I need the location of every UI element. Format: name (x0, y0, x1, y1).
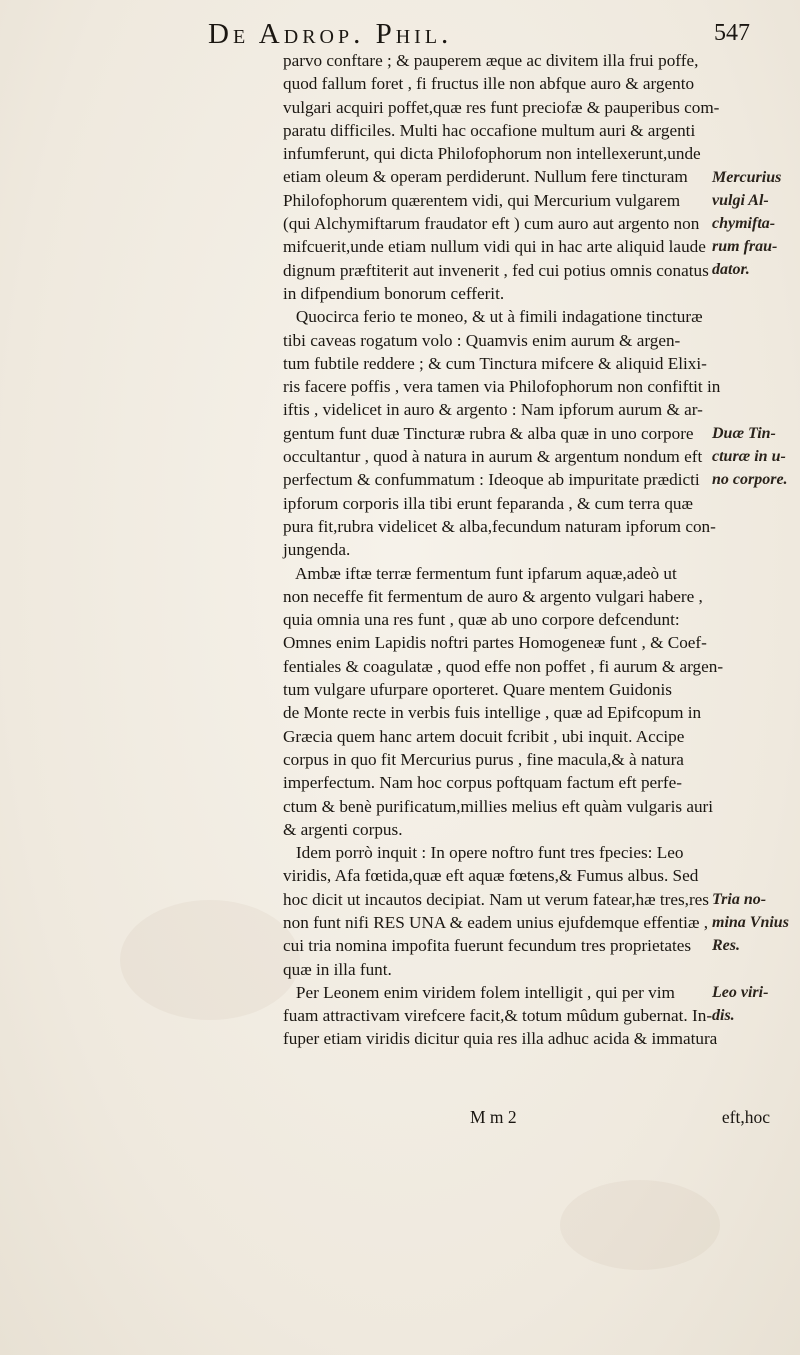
text-line: quod fallum foret , fi fructus ille non abfque auro & argento (283, 74, 695, 94)
text-line: corpus in quo fit Mercurius purus , fine macula,& à natura (283, 749, 684, 769)
margin-note-line: vulgi Al- (712, 191, 769, 209)
text-line: Per Leonem enim viridem folem intelligit , qui per vim (283, 982, 675, 1002)
margin-note-line: no corpore. (712, 470, 788, 488)
text-line: paratu difficiles. Multi hac occafione multum auri & argenti (283, 120, 696, 140)
text-line: Idem porrò inquit : In opere noftro funt tres fpecies: Leo (283, 843, 684, 863)
text-line: de Monte recte in verbis fuis intellige , quæ ad Epifcopum in (283, 703, 702, 723)
margin-note-line: cturæ in u- (712, 447, 786, 465)
text-line: gentum funt duæ Tincturæ rubra & alba quæ in uno corpore (283, 423, 694, 443)
catchword: eft,hoc (721, 1107, 770, 1127)
margin-note (712, 888, 800, 957)
text-line: pura fit,rubra videlicet & alba,fecundum naturam ipforum con- (283, 516, 716, 536)
margin-note-line: Tria no- (712, 890, 767, 908)
text-line: quia omnia una res funt , quæ ab uno corpore defcendunt: (283, 610, 680, 630)
text-line: Quocirca ferio te moneo, & ut à fimili indagatione tincturæ (283, 307, 703, 327)
text-line: tum fubtile reddere ; & cum Tinctura mifcere & aliquid Elixi- (283, 353, 707, 373)
margin-note-line: dator. (712, 260, 750, 278)
signature-mark: M m 2 (470, 1107, 517, 1127)
text-line: iftis , videlicet in auro & argento : Nam ipforum aurum & ar- (283, 400, 703, 420)
text-line: non neceffe fit fermentum de auro & argento vulgari habere , (283, 586, 703, 606)
text-line: fuper etiam viridis dicitur quia res illa adhuc acida & immatura (283, 1029, 718, 1049)
text-line: fuam attractivam virefcere facit,& totum mûdum gubernat. In- (283, 1006, 713, 1026)
margin-note-line: rum frau- (712, 237, 778, 255)
margin-note-line: mina Vnius (712, 913, 789, 931)
margin-note-line: dis. (712, 1007, 735, 1024)
text-line: Philofophorum quærentem vidi, qui Mercurium vulgarem (283, 190, 681, 210)
margin-note (712, 166, 800, 281)
margin-note (712, 981, 800, 1027)
text-line: occultantur , quod à natura in aurum & argentum nondum eft (283, 447, 703, 467)
text-line: & argenti corpus. (283, 819, 403, 839)
text-line: Ambæ iftæ terræ fermentum funt ipfarum aquæ,adeò ut (283, 563, 677, 583)
text-line: viridis, Afa fœtida,quæ eft aquæ fœtens,& Fumus albus. Sed (283, 866, 699, 886)
text-line: imperfectum. Nam hoc corpus poftquam factum eft perfe- (283, 773, 682, 793)
text-line: dignum præftiterit aut invenerit , fed cui potius omnis conatus (283, 260, 709, 280)
text-line: (qui Alchymiftarum fraudator eft ) cum auro aut argento non (283, 214, 700, 234)
page-number: 547 (714, 20, 750, 46)
text-line: tibi caveas rogatum volo : Quamvis enim aurum & argen- (283, 330, 681, 350)
text-line: etiam oleum & operam perdiderunt. Nullum fere tincturam (283, 167, 688, 187)
text-line: in difpendium bonorum cefferit. (283, 283, 505, 303)
text-line: Omnes enim Lapidis noftri partes Homogeneæ funt , & Coef- (283, 633, 707, 653)
margin-note-line: Mercurius (712, 168, 782, 186)
text-line: vulgari acquiri poffet,quæ res funt preciofæ & pauperibus com- (283, 97, 720, 117)
text-line: tum vulgare ufurpare oporteret. Quare mentem Guidonis (283, 680, 672, 700)
text-line: non funt nifi RES UNA & eadem unius ejufdemque effentiæ , (283, 912, 709, 932)
text-line: perfectum & confummatum : Ideoque ab impuritate prædicti (283, 470, 700, 490)
margin-note (712, 422, 800, 491)
margin-note-line: Duæ Tin- (712, 424, 776, 442)
text-line: ipforum corporis illa tibi erunt feparanda , & cum terra quæ (283, 493, 693, 513)
text-line: parvo conftare ; & pauperem æque ac divitem illa frui poffe, (283, 51, 699, 70)
text-line: Græcia quem hanc artem docuit fcribit , ubi inquit. Accipe (283, 726, 685, 746)
margin-note-line: chymifta- (712, 214, 776, 232)
running-title: De Adrop. Phil. (208, 18, 453, 50)
text-line: ctum & benè purificatum,millies melius eft quàm vulgaris auri (283, 796, 714, 816)
page-footer (470, 1107, 770, 1133)
text-line: hoc dicit ut incautos decipiat. Nam ut verum fatear,hæ tres,res (283, 889, 709, 909)
text-line: mifcuerit,unde etiam nullum vidi qui in hac arte aliquid laude (283, 237, 706, 257)
text-line: infumferunt, qui dicta Philofophorum non intellexerunt,unde (283, 144, 701, 164)
margin-note-line: Res. (712, 936, 740, 954)
text-line: jungenda. (283, 540, 351, 560)
text-line: fentiales & coagulatæ , quod effe non poffet , fi aurum & argen- (283, 656, 724, 676)
margin-note-line: Leo viri- (712, 984, 769, 1001)
text-line: ris facere poffis , vera tamen via Philofophorum non confiftit in (283, 377, 721, 397)
text-line: cui tria nomina impofita fuerunt fecundum tres proprietates (283, 936, 692, 956)
text-line: quæ in illa funt. (283, 959, 392, 979)
